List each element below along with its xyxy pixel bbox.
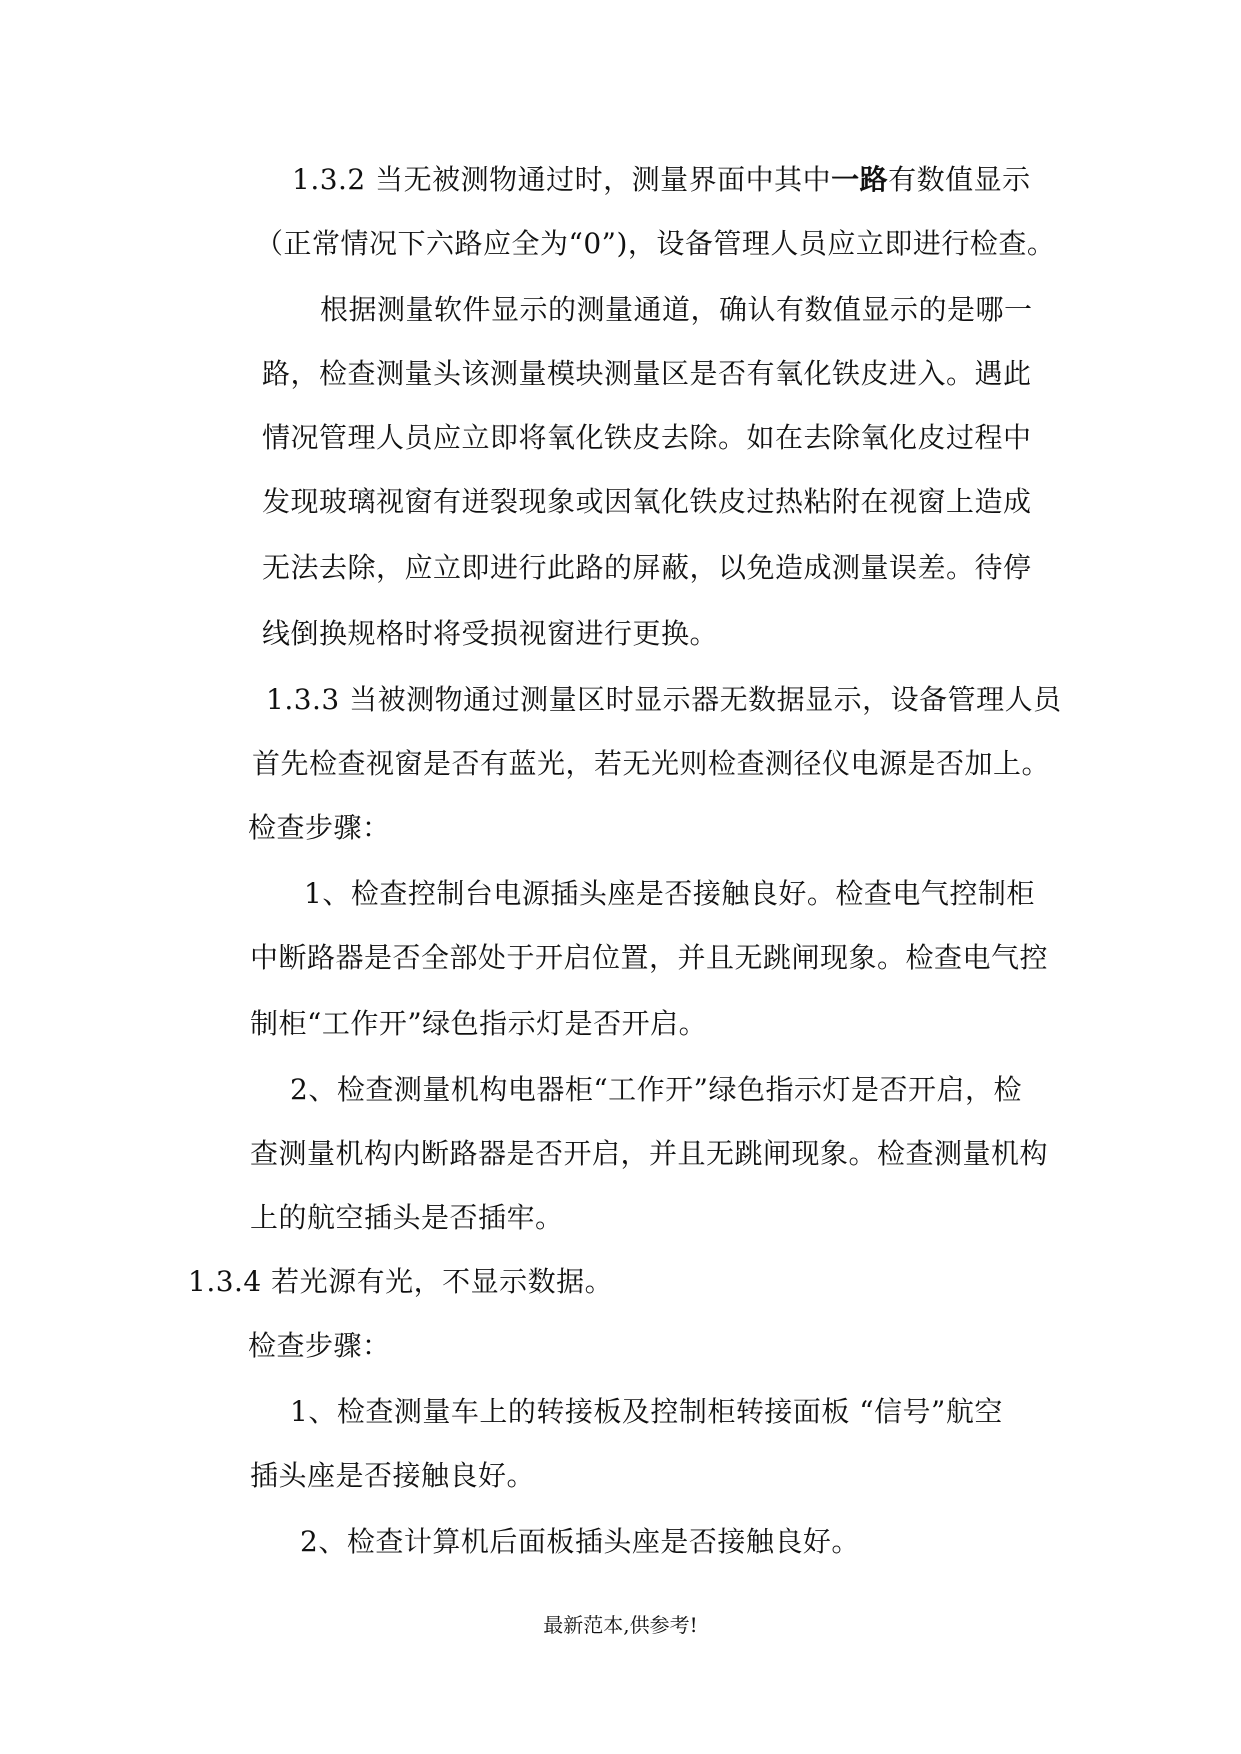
step-3-line-1: 1、检查测量车上的转接板及控制柜转接面板 “信号”航空	[290, 1395, 1003, 1428]
step-1-line-3: 制柜“工作开”绿色指示灯是否开启。	[250, 1007, 708, 1040]
step-2-line-1: 2、检查测量机构电器柜“工作开”绿色指示灯是否开启，检	[290, 1073, 1022, 1106]
bold-text-segment: 一路	[831, 163, 889, 196]
step-2-line-3: 上的航空插头是否插牢。	[250, 1201, 564, 1234]
para-check-line-6: 线倒换规格时将受损视窗进行更换。	[262, 617, 719, 650]
step-2-line-2: 查测量机构内断路器是否开启，并且无跳闸现象。检查测量机构	[250, 1137, 1049, 1170]
step-1-line-1: 1、检查控制台电源插头座是否接触良好。检查电气控制柜	[304, 877, 1035, 910]
para-1-3-3-line-2: 首先检查视窗是否有蓝光，若无光则检查测径仪电源是否加上。	[252, 747, 1051, 780]
para-1-3-2-line-1	[292, 160, 1031, 200]
para-1-3-4: 1.3.4 若光源有光，不显示数据。	[188, 1265, 614, 1298]
page-footer: 最新范本,供参考!	[543, 1613, 698, 1637]
steps-heading-1: 检查步骤：	[248, 811, 391, 844]
text-segment: 1.3.2 当无被测物通过时，测量界面中其中	[292, 163, 832, 196]
para-check-line-5: 无法去除，应立即进行此路的屏蔽，以免造成测量误差。待停	[262, 551, 1032, 584]
para-1-3-2-line-2: （正常情况下六路应全为“0”)，设备管理人员应立即进行检查。	[255, 227, 1056, 260]
step-1-line-2: 中断路器是否全部处于开启位置，并且无跳闸现象。检查电气控	[250, 941, 1049, 974]
para-check-line-1: 根据测量软件显示的测量通道，确认有数值显示的是哪一	[320, 293, 1033, 326]
para-check-line-2: 路，检查测量头该测量模块测量区是否有氧化铁皮进入。遇此	[262, 357, 1032, 390]
steps-heading-2: 检查步骤：	[248, 1329, 391, 1362]
para-check-line-3: 情况管理人员应立即将氧化铁皮去除。如在去除氧化皮过程中	[262, 421, 1032, 454]
para-check-line-4: 发现玻璃视窗有迸裂现象或因氧化铁皮过热粘附在视窗上造成	[262, 485, 1032, 518]
step-4-line-1: 2、检查计算机后面板插头座是否接触良好。	[300, 1525, 860, 1558]
step-3-line-2: 插头座是否接触良好。	[250, 1459, 536, 1492]
text-segment: 有数值显示	[888, 163, 1031, 196]
para-1-3-3-line-1: 1.3.3 当被测物通过测量区时显示器无数据显示，设备管理人员	[266, 683, 1062, 716]
